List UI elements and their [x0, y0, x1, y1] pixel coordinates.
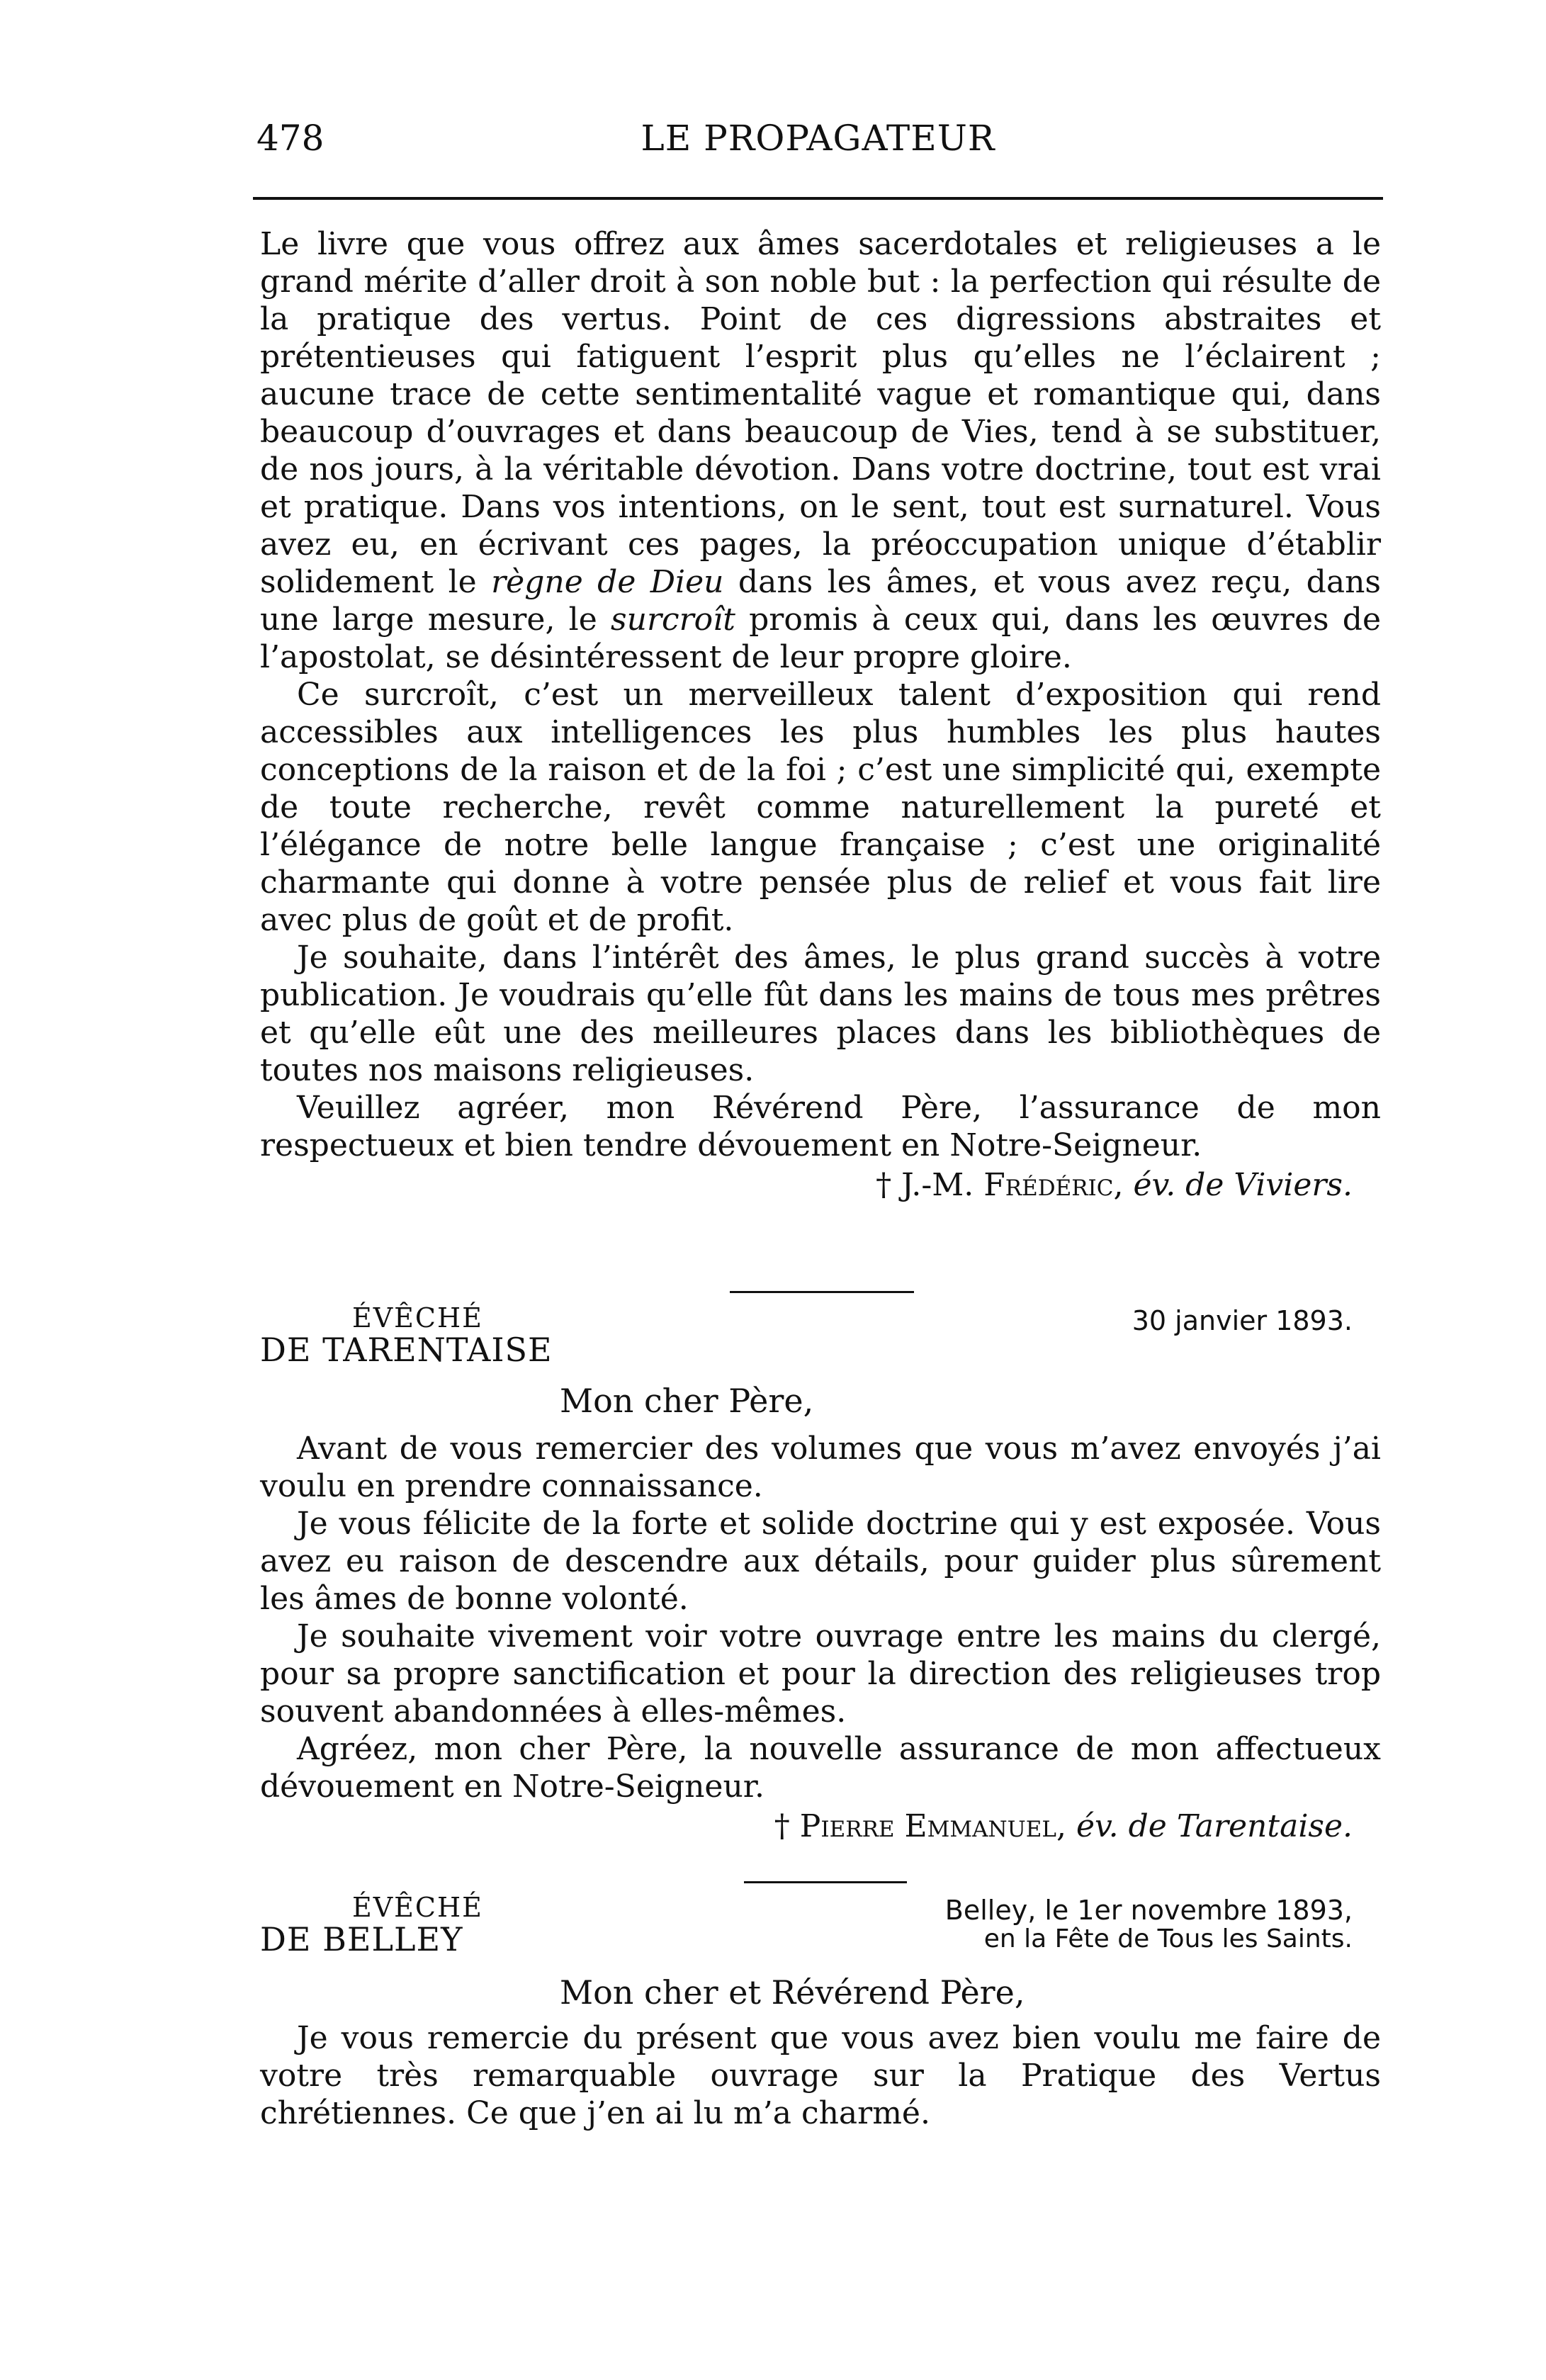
see-name: DE BELLEY [260, 1920, 463, 1958]
paragraph: Je souhaite vivement voir votre ouvrage entre les mains du clergé, pour sa propre sanctification et pour la direction des religieuses trop souvent abandonnées à elles-mêmes. [260, 1618, 1381, 1730]
header-rule [253, 197, 1383, 200]
signature-tarentaise: † Pierre Emmanuel, év. de Tarentaise. [774, 1808, 1353, 1844]
letter-date-feast: en la Fête de Tous les Saints. [983, 1924, 1353, 1953]
paragraph: Je vous remercie du présent que vous avez bien voulu me faire de votre très remarquable ouvrage sur la Pratique des Vertus chrétiennes. Ce que j’en ai lu m’a charmé. [260, 2020, 1381, 2131]
paragraph: Avant de vous remercier des volumes que vous m’avez envoyés j’ai voulu en prendre connaissance. [260, 1431, 1381, 1504]
salutation: Mon cher et Révérend Père, [560, 1973, 1025, 2012]
separator-rule [730, 1291, 914, 1293]
separator-rule [744, 1881, 907, 1883]
letter-date: 30 janvier 1893. [1132, 1305, 1353, 1336]
see-label: ÉVÊCHÉ [352, 1302, 483, 1333]
cross-icon: † [876, 1167, 892, 1203]
see-label: ÉVÊCHÉ [352, 1892, 483, 1923]
see-name: DE TARENTAISE [260, 1331, 553, 1369]
salutation: Mon cher Père, [560, 1382, 814, 1420]
letter-belley [260, 2019, 1381, 2132]
signature-viviers: † J.-M. Frédéric, év. de Viviers. [876, 1167, 1353, 1203]
emphasis: surcroît [611, 602, 735, 638]
page-header [256, 113, 1379, 170]
paragraph: Je souhaite, dans l’intérêt des âmes, le plus grand succès à votre publication. Je voudrais qu’elle fût dans les mains de tous mes prêtres et qu’elle eût une des meilleures places dans les bibliothèques de toutes nos maisons religieuses. [260, 940, 1381, 1088]
page-number: 478 [256, 118, 325, 159]
emphasis: règne de Dieu [491, 564, 724, 600]
paragraph: Le livre que vous offrez aux âmes sacerdotales et religieuses a le grand mérite d’aller droit à son noble but : la perfection qui résulte de la pratique des vertus. Point de ces digressions abstraites et prétentieuses qui fatiguent l’esprit plus qu’elles ne l’éclairent ; aucune trace de cette sentimentalité vague et romantique qui, dans beaucoup d’ouvrages et dans beaucoup de Vies, tend à se substituer, de nos jours, à la véritable dévotion. Dans votre doctrine, tout est vrai et pratique. Dans vos intentions, on le sent, tout est surnaturel. Vous avez eu, en écrivant ces pages, la préoccupation unique d’établir solidement le règne de Dieu dans les âmes, et vous avez reçu, dans une large mesure, le surcroît promis à ceux qui, dans les œuvres de l’apostolat, se désintéressent de leur propre gloire. [260, 226, 1381, 675]
cross-icon: † [774, 1808, 790, 1844]
letter-heading-tarentaise [260, 1302, 1381, 1380]
running-title: LE PROPAGATEUR [641, 118, 995, 159]
paragraph: Agréez, mon cher Père, la nouvelle assurance de mon affectueux dévouement en Notre-Seigneur. [260, 1731, 1381, 1805]
paragraph: Je vous félicite de la forte et solide doctrine qui y est exposée. Vous avez eu raison de descendre aux détails, pour guider plus sûrement les âmes de bonne volonté. [260, 1506, 1381, 1617]
paragraph: Veuillez agréer, mon Révérend Père, l’assurance de mon respectueux et bien tendre dévouement en Notre-Seigneur. [260, 1090, 1381, 1163]
letter-heading-belley [260, 1892, 1381, 1970]
letter-tarentaise [260, 1430, 1381, 1848]
paragraph: Ce surcroît, c’est un merveilleux talent d’exposition qui rend accessibles aux intelligences les plus humbles les plus hautes conceptions de la raison et de la foi ; c’est une simplicité qui, exempte de toute recherche, revêt comme naturellement la pureté et l’élégance de notre belle langue française ; c’est une originalité charmante qui donne à votre pensée plus de relief et vous fait lire avec plus de goût et de profit. [260, 677, 1381, 938]
letter-viviers [260, 225, 1381, 1207]
letter-date: Belley, le 1er novembre 1893, [944, 1895, 1353, 1926]
